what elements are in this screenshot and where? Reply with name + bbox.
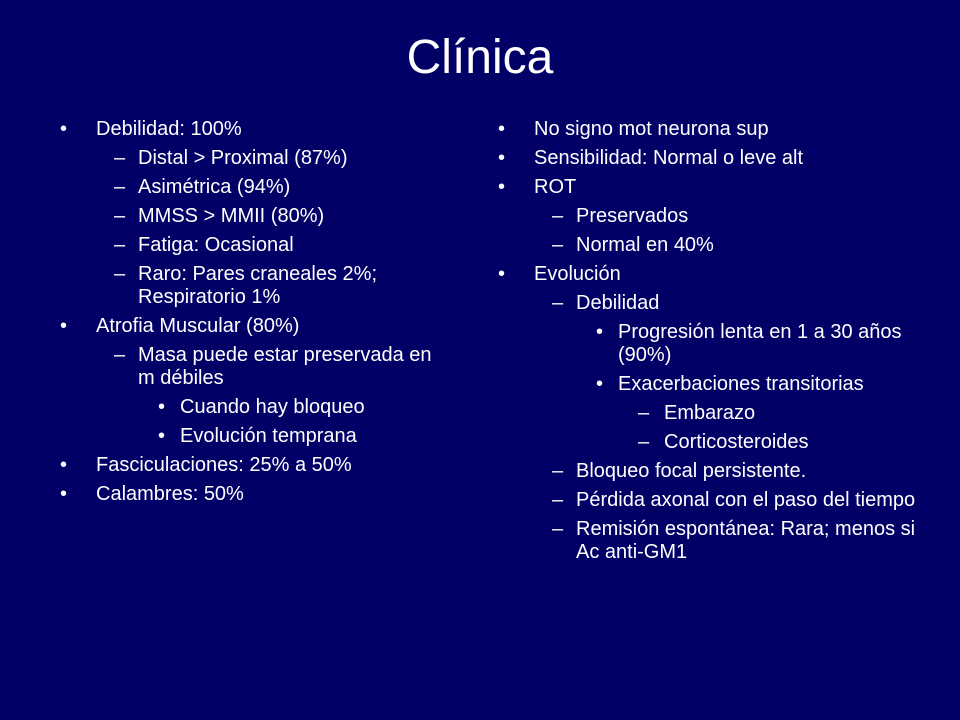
bullet-text: Evolución temprana (180, 425, 357, 447)
bullet-text: Evolución (534, 263, 621, 285)
bullet-item (60, 234, 450, 257)
bullet-item (60, 263, 450, 309)
bullet-text: Preservados (576, 205, 689, 227)
bullet-text: ROT (534, 176, 577, 198)
bullet-item (60, 344, 450, 390)
bullet-text: Debilidad: 100% (96, 118, 242, 140)
bullet-marker: • (498, 118, 506, 140)
bullet-item (60, 205, 450, 228)
bullet-marker: • (60, 118, 68, 140)
bullet-item (498, 205, 918, 228)
bullet-text: Sensibilidad: Normal o leve alt (534, 147, 804, 169)
dash-marker: – (638, 431, 650, 453)
bullet-marker: • (498, 176, 506, 198)
bullet-text: Distal > Proximal (87%) (138, 147, 348, 169)
dash-marker: – (552, 489, 564, 511)
bullet-marker: • (498, 263, 506, 285)
bullet-text: Fasciculaciones: 25% a 50% (96, 454, 352, 476)
bullet-marker: • (498, 147, 506, 169)
bullet-marker: • (60, 483, 68, 505)
bullet-text: Pérdida axonal con el paso del tiempo (576, 489, 916, 511)
bullet-text: Calambres: 50% (96, 483, 244, 505)
bullet-text: Progresión lenta en 1 a 30 años (90%) (618, 321, 902, 366)
bullet-item (60, 483, 450, 506)
bullet-marker: • (60, 315, 68, 337)
dash-marker: – (638, 402, 650, 424)
bullet-item (498, 234, 918, 257)
bullet-item (60, 176, 450, 199)
bullet-item (498, 518, 918, 564)
bullet-item (498, 176, 918, 199)
bullet-text: Corticosteroides (664, 431, 809, 453)
bullet-marker: • (158, 396, 166, 418)
dash-marker: – (552, 234, 564, 256)
bullet-text: Cuando hay bloqueo (180, 396, 365, 418)
right-bullet-list (498, 118, 918, 570)
bullet-item (498, 402, 918, 425)
bullet-item (498, 118, 918, 141)
dash-marker: – (552, 292, 564, 314)
bullet-item (60, 147, 450, 170)
bullet-item (498, 263, 918, 286)
dash-marker: – (114, 176, 126, 198)
bullet-text: No signo mot neurona sup (534, 118, 769, 140)
bullet-item (60, 425, 450, 448)
bullet-marker: • (60, 454, 68, 476)
slide-title: Clínica (406, 31, 554, 84)
bullet-text: Bloqueo focal persistente. (576, 460, 807, 482)
bullet-text: Atrofia Muscular (80%) (96, 315, 300, 337)
bullet-text: Fatiga: Ocasional (138, 234, 294, 256)
bullet-marker: • (596, 321, 604, 343)
dash-marker: – (114, 344, 126, 366)
dash-marker: – (114, 147, 126, 169)
dash-marker: – (114, 205, 126, 227)
dash-marker: – (552, 460, 564, 482)
bullet-text: Exacerbaciones transitorias (618, 373, 864, 395)
left-bullet-list (60, 118, 450, 512)
bullet-text: Remisión espontánea: Rara; menos si Ac anti-GM1 (576, 518, 916, 563)
bullet-item (498, 373, 918, 396)
bullet-text: MMSS > MMII (80%) (138, 205, 325, 227)
dash-marker: – (552, 518, 564, 540)
bullet-item (498, 321, 918, 367)
bullet-item (60, 454, 450, 477)
bullet-item (498, 147, 918, 170)
bullet-item (498, 460, 918, 483)
bullet-item (498, 489, 918, 512)
bullet-text: Embarazo (664, 402, 756, 424)
bullet-item (498, 292, 918, 315)
bullet-marker: • (158, 425, 166, 447)
bullet-item (498, 431, 918, 454)
bullet-item (60, 396, 450, 419)
bullet-item (60, 315, 450, 338)
bullet-text: Normal en 40% (576, 234, 714, 256)
bullet-text: Raro: Pares craneales 2%; Respiratorio 1% (138, 263, 378, 308)
dash-marker: – (114, 263, 126, 285)
bullet-text: Asimétrica (94%) (138, 176, 291, 198)
bullet-item (60, 118, 450, 141)
bullet-text: Debilidad (576, 292, 660, 314)
dash-marker: – (552, 205, 564, 227)
bullet-marker: • (596, 373, 604, 395)
bullet-text: Masa puede estar preservada en m débiles (138, 344, 432, 389)
dash-marker: – (114, 234, 126, 256)
